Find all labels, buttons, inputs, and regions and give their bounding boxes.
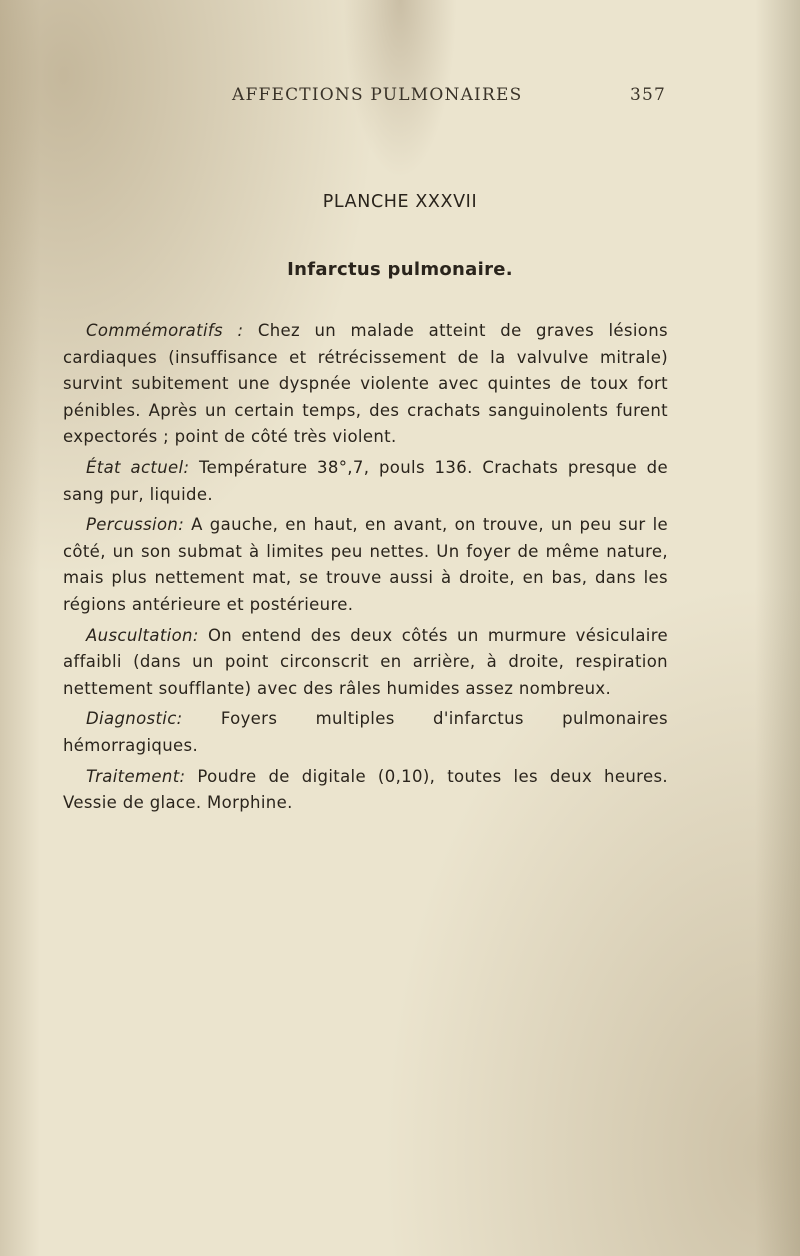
paragraph-etat-actuel [63, 455, 668, 508]
paragraph-label: État actuel: [86, 457, 190, 477]
paragraph-label: Auscultation: [86, 625, 199, 645]
paragraph-traitement [63, 764, 668, 817]
paragraph-label: Percussion: [86, 515, 185, 535]
section-heading: Infarctus pulmonaire. [287, 259, 513, 280]
paragraph-commemoratifs [63, 318, 668, 451]
paragraph-text: Chez un malade atteint de graves lésions cardiaques (insuffisance et rétrécissement de la valvulve mitrale) survint subitement une dyspnée violente avec quintes de toux fort pénibles. Après un certain temps, des crachats sanguinolents furent expectorés ; point de côté très violent. [63, 321, 668, 447]
running-head [0, 85, 800, 109]
body-text [63, 318, 668, 821]
running-title: AFFECTIONS PULMONAIRES [232, 85, 523, 105]
plate-title: PLANCHE XXXVII [322, 192, 478, 212]
paragraph-text: Température 38°,7, pouls 136. Crachats presque de sang pur, liquide. [63, 457, 669, 504]
paragraph-text: Poudre de digitale (0,10), toutes les deux heures. Vessie de glace. Morphine. [63, 766, 668, 813]
paragraph-label: Diagnostic: [86, 709, 183, 729]
paragraph-label: Traitement: [86, 766, 186, 786]
paragraph-diagnostic [63, 706, 668, 759]
paragraph-label: Commémoratifs : [86, 321, 244, 340]
paragraph-text: A gauche, en haut, en avant, on trouve, un peu sur le côté, un son submat à limites peu nettes. Un foyer de même nature, mais plus nettement mat, se trouve aussi à droite, en bas, dans les régions antérieure et postérieure. [63, 515, 668, 614]
paragraph-text: On entend des deux côtés un murmure vésiculaire affaibli (dans un point circonscrit en arrière, à droite, respiration nettement soufflante) avec des râles humides assez nombreux. [63, 625, 668, 698]
page-number: 357 [630, 85, 667, 105]
paragraph-auscultation [63, 623, 668, 703]
paragraph-text: Foyers multiples d'infarctus pulmonaires hémorragiques. [63, 709, 668, 755]
paragraph-percussion [63, 512, 668, 618]
